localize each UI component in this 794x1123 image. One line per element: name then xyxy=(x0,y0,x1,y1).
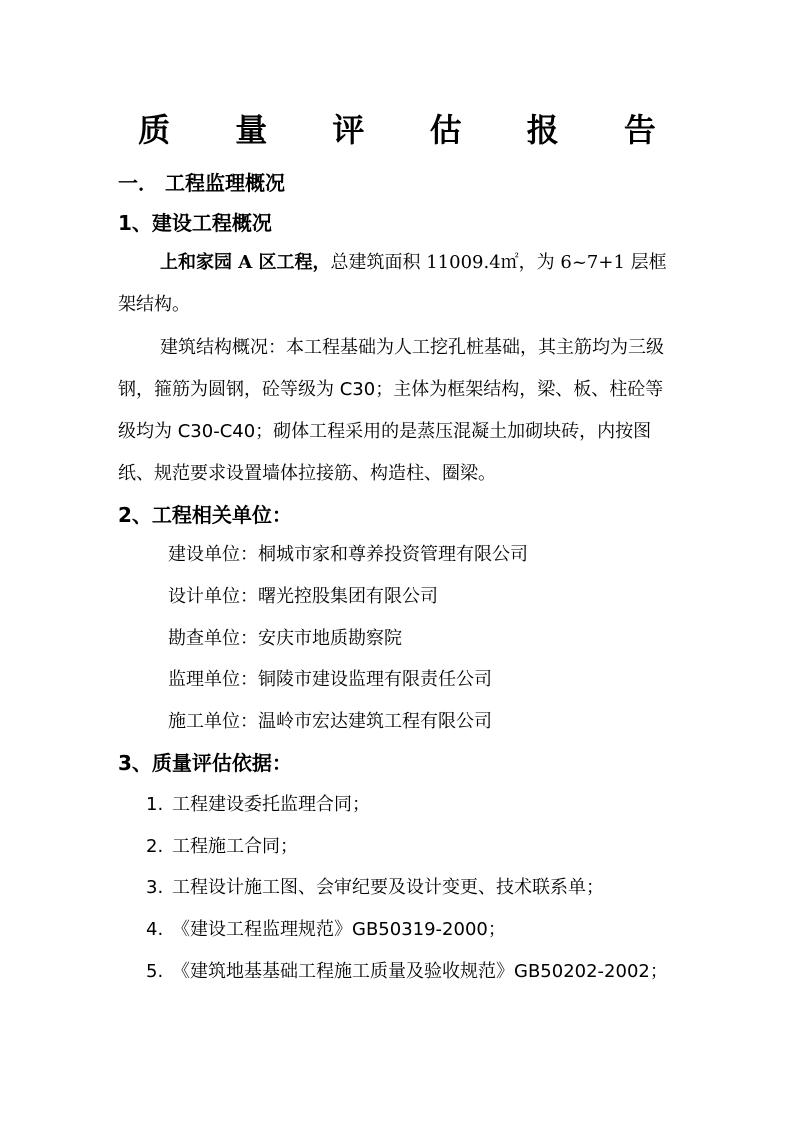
list-text: 《建设工程监理规范》GB50319-2000； xyxy=(172,919,506,940)
list-number: 5. xyxy=(146,961,164,982)
list-text: 工程设计施工图、会审纪要及设计变更、技术联系单； xyxy=(172,877,604,898)
unit-value: 曙光控股集团有限公司 xyxy=(258,586,438,607)
project-name: 上和家园 A 区工程， xyxy=(160,252,331,273)
basis-list-item xyxy=(146,791,370,819)
subsection-heading-project-overview: 1、建设工程概况 xyxy=(118,211,272,235)
unit-value: 安庆市地质勘察院 xyxy=(258,628,402,649)
list-number: 2. xyxy=(146,836,164,857)
list-number: 3. xyxy=(146,877,164,898)
structure-overview-paragraph xyxy=(118,327,678,495)
list-number: 1. xyxy=(146,794,164,815)
unit-value: 桐城市家和尊养投资管理有限公司 xyxy=(258,544,528,565)
unit-value: 铜陵市建设监理有限责任公司 xyxy=(258,669,492,690)
list-text: 工程建设委托监理合同； xyxy=(172,794,370,815)
unit-label: 勘查单位： xyxy=(168,628,258,649)
basis-list-item xyxy=(146,874,604,902)
unit-value: 温岭市宏达建筑工程有限公司 xyxy=(258,711,492,732)
subsection-heading-related-units: 2、工程相关单位： xyxy=(118,503,292,527)
list-number: 4. xyxy=(146,919,164,940)
basis-list-item xyxy=(146,833,298,861)
list-text: 工程施工合同； xyxy=(172,836,298,857)
project-summary: 总建筑面积 11009.4㎡，为 6~7+1 层框架结构。 xyxy=(118,252,667,315)
structure-text: 建筑结构概况：本工程基础为人工挖孔桩基础，其主筋均为三级钢，箍筋为圆钢，砼等级为 C30；主体为框架结构，梁、板、柱砼等级均为 C30-C40；砌体工程采用的是蒸压混凝土加砌块砖，内按图纸、规范要求设置墙体拉接筋、构造柱、圈梁。 xyxy=(118,337,664,484)
unit-label: 建设单位： xyxy=(168,544,258,565)
unit-label: 设计单位： xyxy=(168,586,258,607)
unit-row-supervision xyxy=(168,666,492,694)
unit-row-contractor xyxy=(168,708,492,736)
subsection-heading-evaluation-basis: 3、质量评估依据： xyxy=(118,751,292,775)
report-title: 质 量 评 估 报 告 xyxy=(138,111,683,149)
unit-row-design xyxy=(168,583,438,611)
unit-label: 监理单位： xyxy=(168,669,258,690)
list-text: 《建筑地基基础工程施工质量及验收规范》GB50202-2002； xyxy=(172,961,668,982)
unit-label: 施工单位： xyxy=(168,711,258,732)
basis-list-item xyxy=(146,958,668,986)
unit-row-construction xyxy=(168,541,528,569)
project-overview-paragraph xyxy=(118,242,678,326)
unit-row-survey xyxy=(168,625,402,653)
basis-list-item xyxy=(146,916,506,944)
section-heading-overview: 一． 工程监理概况 xyxy=(118,171,285,195)
